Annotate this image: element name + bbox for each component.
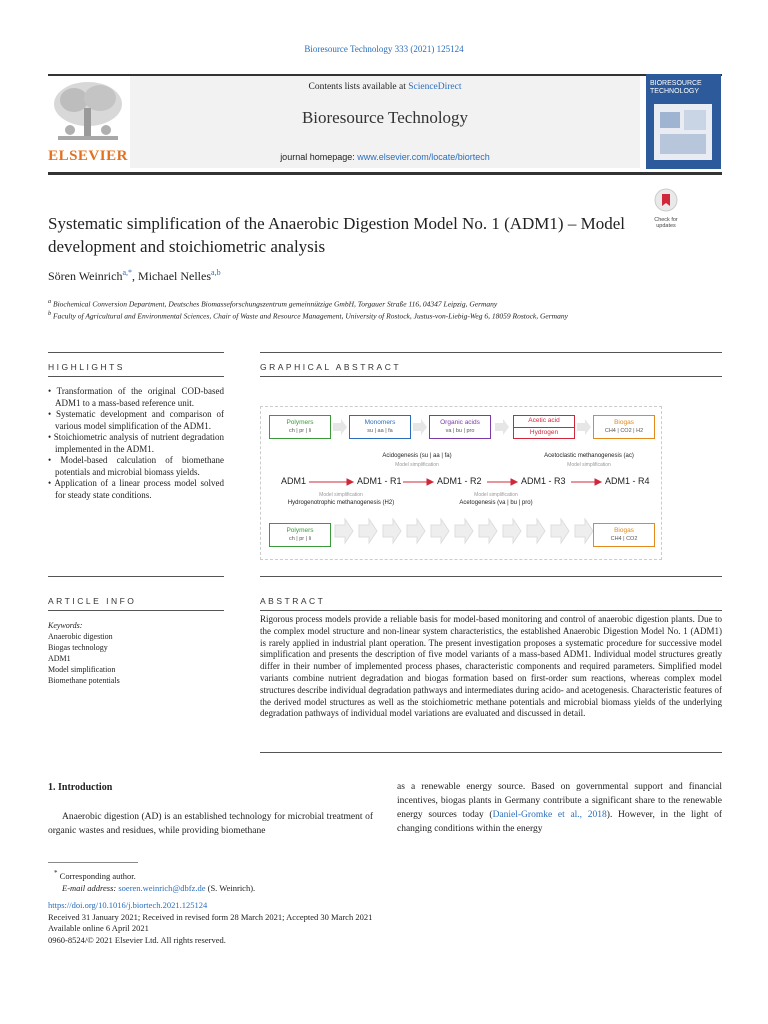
abstract-heading: ABSTRACT [260, 596, 326, 606]
ga-arrow-icon [333, 419, 347, 435]
ga-rule [260, 352, 722, 353]
ga-node-title: Polymers [286, 527, 314, 534]
graphical-abstract-figure [260, 406, 662, 560]
email-note [48, 882, 255, 894]
keywords-block [48, 620, 228, 686]
journal-name: Bioresource Technology [301, 108, 469, 127]
ga-model-r3: ADM1 - R3 [521, 476, 566, 486]
author-sup[interactable]: a,b [211, 268, 221, 277]
abstract-rule [260, 576, 722, 577]
ga-node-sub: ch | pr | li [288, 536, 312, 542]
journal-reference[interactable]: Bioresource Technology 333 (2021) 125124 [304, 44, 464, 54]
ga-node-sub: Hydrogen [529, 429, 559, 436]
journal-homepage [130, 152, 640, 162]
article-info-heading: ARTICLE INFO [48, 596, 137, 606]
ga-node-biogas-bottom [593, 523, 655, 547]
header-bottom-rule [48, 172, 722, 175]
ga-model-r2: ADM1 - R2 [437, 476, 482, 486]
email-label: E-mail address: [62, 882, 119, 893]
copyright: 0960-8524/© 2021 Elsevier Ltd. All rights reserved. [48, 934, 226, 945]
ga-node-sub: va | bu | pro [445, 428, 475, 434]
publisher-name: ELSEVIER [48, 148, 128, 164]
keyword: ADM1 [48, 654, 71, 663]
highlight-item: • Stoichiometric analysis of nutrient degradation implemented in the ADM1. [48, 432, 224, 454]
ga-sublabel: Model simplification [474, 492, 518, 498]
journal-cover[interactable] [646, 74, 721, 169]
ga-model-adm1: ADM1 [281, 476, 307, 486]
ga-node-polymers-bottom [269, 523, 331, 547]
affiliation-marker: a [48, 298, 52, 305]
author-list: Sören Weinrich$^{a,*}$, Michael Nelles$^{a,b}$ [48, 268, 221, 283]
ga-label-acetogenesis: Acetogenesis (va | bu | pro) [459, 500, 533, 506]
article-info-rule [48, 576, 224, 577]
abstract-text: Rigorous process models provide a reliable basis for model-based monitoring and control of anaerobic digestion plants. Due to the complex model structure and non-linear system characteristics, the established Anaerobic Digestion Model No. 1 (ADM1) is rarely applied in industrial plant operation. The present investigation proposes a systematic procedure for successive model simplification and presents the description of five model variants of a mass-based ADM1. Individual model structures greatly differ in their number of implemented process phases, characteristic components and required parameters. Simplified model variants combine nutrient degradation and biogas formation based on first-order sum reactions, whereas complex model structures describe individual degradation pathways and intermediates during acido- and acetogenesis. Characteristic features of the derived model structures as well as the stoichiometric methane potentials and microbial biomass yields of the underlying degradation pathways of individual model variations are evaluated and discussed in detail. [260, 614, 722, 719]
email-suffix: (S. Weinrich). [205, 882, 256, 893]
highlight-text: Model-based calculation of biomethane potentials and microbial biomass yields. [55, 455, 224, 477]
author-sup[interactable]: a,* [122, 268, 133, 277]
highlight-item: • Systematic development and comparison of various model simplification of the ADM1. [48, 409, 224, 431]
highlight-text: Systematic development and comparison of various model simplification of the ADM1. [55, 409, 224, 431]
highlights-rule-2 [48, 376, 224, 377]
ga-arrow-icon [577, 419, 591, 435]
highlight-item: • Application of a linear process model solved for steady state conditions. [48, 478, 224, 500]
received-dates: Received 31 January 2021; Received in revised form 28 March 2021; Accepted 30 March 2021 [48, 911, 373, 922]
highlight-text: Stoichiometric analysis of nutrient degradation implemented in the ADM1. [53, 432, 224, 454]
author-name[interactable]: Michael Nelles [138, 269, 212, 283]
contents-prefix: Contents lists available at [308, 82, 409, 92]
highlight-item: • Transformation of the original COD-based ADM1 to a mass-based reference unit. [48, 386, 224, 408]
author-name[interactable]: Sören Weinrich [48, 269, 123, 283]
introduction-heading: 1. Introduction [48, 782, 113, 793]
graphical-abstract-heading: GRAPHICAL ABSTRACT [260, 362, 402, 372]
corresponding-author-note [48, 867, 255, 882]
ga-node-sub: ch | pr | li [288, 428, 312, 434]
ga-arrow-icon [495, 419, 509, 435]
homepage-link[interactable]: www.elsevier.com/locate/biortech [357, 152, 490, 162]
article-info-rule-2 [48, 610, 224, 611]
ga-rule-2 [260, 376, 722, 377]
ga-sublabel: Model simplification [567, 462, 611, 468]
affiliation-text: Biochemical Conversion Department, Deutsches Biomasseforschungszentrum gemeinnützige GmbH, Torgauer Straße 116, 04347 Leipzig, Germany [53, 299, 498, 309]
intro-right-column [397, 780, 722, 836]
ga-sublabel: Model simplification [319, 492, 363, 498]
ga-node-title: Monomers [364, 419, 396, 426]
cover-title: BIORESOURCE TECHNOLOGY [650, 80, 702, 95]
ga-node-title: Biogas [614, 527, 634, 534]
ga-node-sub: su | aa | fa [367, 428, 393, 434]
cover-image [654, 104, 712, 160]
citation-link[interactable]: Daniel-Gromke et al., 2018 [492, 810, 607, 820]
ga-model-r1: ADM1 - R1 [357, 476, 402, 486]
affiliation-text: Faculty of Agricultural and Environmental Sciences, Chair of Waste and Resource Management, University of Rostock, Justus-von-Liebig-Weg 6, 18059 Rostock, Germany [53, 311, 568, 321]
highlights-heading: HIGHLIGHTS [48, 362, 125, 372]
highlights-list [48, 386, 224, 501]
email-link[interactable]: soeren.weinrich@dbfz.de [118, 882, 206, 893]
highlights-rule [48, 352, 224, 353]
ga-label-acetoclastic: Acetoclastic methanogenesis (ac) [544, 453, 634, 459]
intro-right-text-end: ). However, in the light of changing conditions within the energy [397, 810, 723, 834]
footnote-rule [48, 862, 138, 863]
ga-arrow-icon [413, 419, 427, 435]
highlight-item: • Model-based calculation of biomethane potentials and microbial biomass yields. [48, 455, 224, 477]
keyword: Model simplification [48, 665, 116, 674]
keyword: Biomethane potentials [48, 676, 120, 685]
affiliation-marker: b [48, 310, 52, 317]
ga-node-title: Polymers [286, 419, 314, 426]
ga-model-r4: ADM1 - R4 [605, 476, 650, 486]
keyword: Biogas technology [48, 643, 108, 652]
sciencedirect-link[interactable]: ScienceDirect [408, 82, 462, 92]
keywords-label: Keywords: [48, 621, 83, 630]
check-for-updates-badge[interactable] [648, 188, 684, 228]
ga-label-hydrogenotrophic: Hydrogenotrophic methanogenesis (H2) [287, 500, 395, 506]
affiliation-b [48, 308, 668, 322]
corresponding-text: Corresponding author. [59, 870, 136, 881]
ga-node-title: Acetic acid [514, 416, 574, 428]
highlight-text: Transformation of the original COD-based ADM1 to a mass-based reference unit. [55, 386, 224, 408]
check-updates-icon [654, 188, 678, 212]
publication-info [48, 900, 372, 946]
footnotes [48, 867, 255, 894]
intro-left-text: Anaerobic digestion (AD) is an established technology for microbial treatment of organic wastes and residues, while providing biomethane [48, 812, 373, 836]
keyword: Anaerobic digestion [48, 632, 113, 641]
ga-node-title: Organic acids [440, 419, 480, 426]
highlight-text: Application of a linear process model solved for steady state conditions. [54, 478, 224, 500]
ga-sublabel: Model simplification [395, 462, 439, 468]
abstract-rule-2 [260, 610, 722, 611]
ga-label-acidogenesis: Acidogenesis (su | aa | fa) [382, 453, 452, 459]
homepage-prefix: journal homepage: [280, 152, 358, 162]
available-online: Available online 6 April 2021 [48, 923, 149, 933]
footnote-marker: * [54, 869, 58, 877]
contents-line [130, 82, 640, 92]
ga-node-title: Biogas [614, 419, 634, 426]
article-title: Systematic simplification of the Anaerobic Digestion Model No. 1 (ADM1) – Model development and stoichiometric analysis [48, 214, 625, 256]
ga-node-sub: CH4 | CO2 | H2 [604, 428, 644, 434]
abstract-rule-bottom [260, 752, 722, 753]
doi-link[interactable]: https://doi.org/10.1016/j.biortech.2021.125124 [48, 900, 208, 910]
ga-node-sub: CH4 | CO2 [610, 536, 638, 542]
intro-left-column [48, 810, 373, 838]
check-updates-label: Check for updates [654, 217, 678, 229]
intro-right-text: as a renewable energy source. Based on governmental support and financial incentives, biogas plants in Germany contribute a significant share to the renewable energy sources today ( [397, 782, 722, 820]
